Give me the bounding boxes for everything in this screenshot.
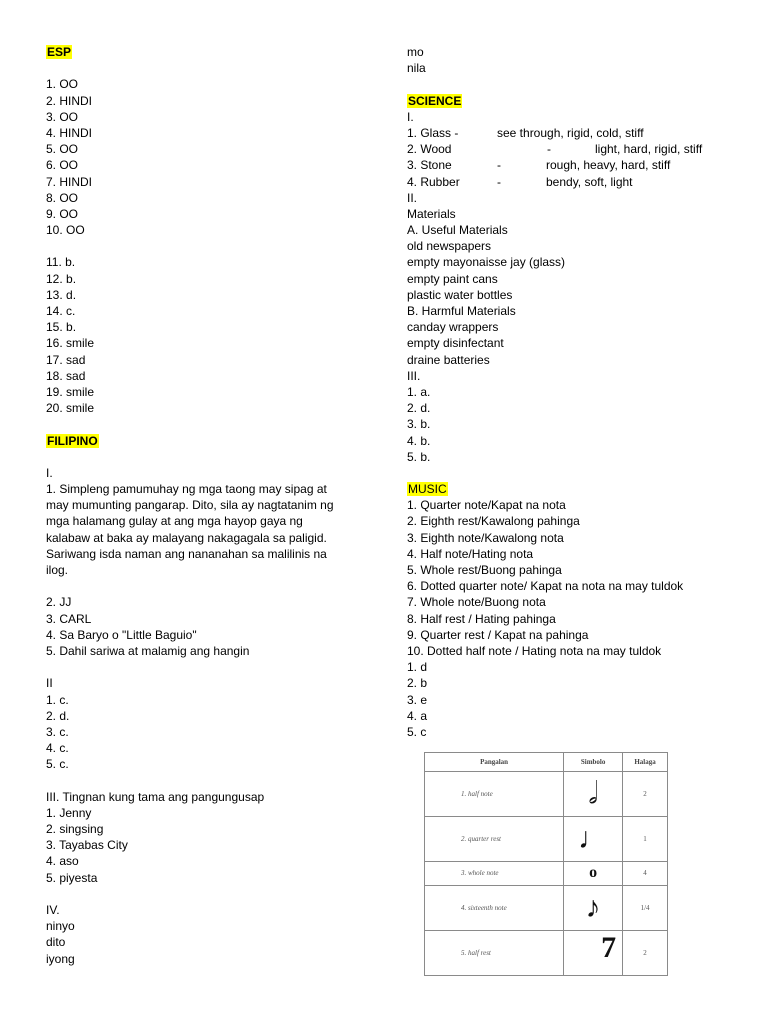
science-row (407, 157, 737, 173)
note-value: 1 (623, 816, 668, 861)
music-notes-table (424, 752, 668, 976)
filipino-sec1-label: I. (46, 465, 53, 480)
esp-part1-list (46, 76, 366, 238)
note-name: 4. sixteenth note (425, 886, 564, 931)
list-item: mo (407, 45, 424, 59)
list-item: B. Harmful Materials (407, 304, 516, 318)
list-item: 19. smile (46, 384, 95, 399)
quarter-note-icon: ♩ (564, 816, 623, 861)
table-header-row (425, 753, 668, 772)
header-simbolo: Simbolo (564, 753, 623, 772)
science-heading: SCIENCE (408, 93, 462, 108)
paragraph-line: Sariwang isda naman ang nananahan sa malilinis na (46, 546, 327, 561)
filipino-sec4-label: IV. (46, 902, 60, 917)
list-item: 2. JJ (46, 595, 72, 610)
list-item: 4. Half note/Hating nota (407, 546, 534, 561)
list-item: 3. b. (407, 417, 431, 432)
list-item: 5. OO (46, 142, 79, 157)
list-item: 5. piyesta (46, 870, 98, 885)
list-item: 1. d (407, 660, 428, 675)
table-row (425, 861, 668, 885)
list-item: empty disinfectant (407, 336, 504, 351)
header-halaga: Halaga (623, 753, 668, 772)
list-item: 6. Dotted quarter note/ Kapat na nota na may tuldok (407, 579, 684, 594)
paragraph-line: kalabaw at baka ay malayang nakagagala sa paligid. (46, 530, 327, 545)
list-item: empty paint cans (407, 271, 498, 286)
science-sec2-label: II. (407, 190, 418, 205)
paragraph-line: ilog. (46, 563, 69, 577)
list-item: 7. HINDI (46, 174, 93, 189)
list-item: Materials (407, 206, 456, 221)
list-item: 4. aso (46, 854, 79, 869)
list-item: 11. b. (46, 255, 76, 270)
list-item: A. Useful Materials (407, 223, 508, 238)
list-item: 20. smile (46, 401, 95, 416)
list-item: 13. d. (46, 287, 77, 302)
list-item: 9. OO (46, 206, 79, 221)
material-name: 3. Stone (407, 158, 452, 173)
list-item: 4. c. (46, 741, 69, 756)
list-item: 5. Whole rest/Buong pahinga (407, 563, 562, 577)
list-item: 18. sad (46, 368, 86, 383)
science-row (407, 125, 737, 141)
table-row (425, 931, 668, 976)
paragraph-line: mga halamang gulay at ang mga hayop gaya ng (46, 514, 303, 529)
table-row (425, 886, 668, 931)
science-sec1-label: I. (407, 109, 414, 124)
list-item: 4. HINDI (46, 125, 93, 140)
list-item: 16. smile (46, 336, 95, 351)
sixteenth-note-icon: ♪ (564, 886, 623, 931)
list-item: 7. Whole note/Buong nota (407, 595, 546, 610)
list-item: 4. Sa Baryo o "Little Baguio" (46, 627, 197, 642)
filipino-sec3-label: III. Tingnan kung tama ang pangungusap (46, 789, 265, 804)
dash: - (547, 142, 551, 157)
list-item: 2. Eighth rest/Kawalong pahinga (407, 514, 580, 529)
list-item: old newspapers (407, 239, 492, 254)
filipino-heading: FILIPINO (47, 433, 98, 448)
material-props: rough, heavy, hard, stiff (546, 158, 671, 173)
music-heading: MUSIC (408, 482, 447, 497)
list-item: 9. Quarter rest / Kapat na pahinga (407, 627, 589, 642)
list-item: 5. c. (46, 757, 69, 772)
note-value: 2 (623, 772, 668, 817)
list-item: 1. a. (407, 384, 431, 399)
list-item: 3. OO (46, 109, 79, 124)
list-item: 2. d. (407, 401, 431, 416)
note-value: 1/4 (623, 886, 668, 931)
list-item: draine batteries (407, 352, 490, 367)
list-item: 12. b. (46, 271, 77, 286)
list-item: 10. Dotted half note / Hating nota na may tuldok (407, 643, 662, 658)
paragraph-line: may mumunting pangarap. Dito, sila ay nagtatanim ng (46, 498, 334, 513)
list-item: 1. Quarter note/Kapat na nota (407, 498, 566, 513)
material-name: 2. Wood (407, 142, 452, 157)
list-item: ninyo (46, 919, 75, 934)
list-item: 10. OO (46, 223, 85, 238)
dash: - (497, 158, 501, 173)
science-row (407, 174, 737, 190)
list-item: canday wrappers (407, 320, 499, 335)
list-item: 1. c. (46, 692, 69, 707)
science-sec3-label: III. (407, 368, 421, 383)
dash: - (497, 174, 501, 189)
list-item: 2. b (407, 676, 428, 691)
list-item: 3. Tayabas City (46, 838, 128, 853)
list-item: 8. Half rest / Hating pahinga (407, 611, 556, 626)
filipino-sec1-paragraph (46, 481, 366, 578)
material-name: 1. Glass - (407, 125, 459, 140)
list-item: 5. c (407, 724, 427, 739)
note-name: 1. half note (425, 772, 564, 817)
material-props: see through, rigid, cold, stiff (497, 125, 644, 140)
list-item: 5. Dahil sariwa at malamig ang hangin (46, 643, 250, 658)
list-item: nila (407, 61, 426, 76)
list-item: 15. b. (46, 320, 77, 335)
list-item: dito (46, 935, 66, 950)
list-item: 3. c. (46, 724, 69, 739)
material-props: bendy, soft, light (546, 174, 633, 189)
list-item: 1. OO (46, 77, 79, 92)
list-item: 2. d. (46, 708, 70, 723)
list-item: empty mayonaisse jay (glass) (407, 255, 566, 270)
right-column (407, 44, 737, 740)
list-item: 3. e (407, 692, 428, 707)
science-row (407, 141, 737, 157)
note-name: 5. half rest (425, 931, 564, 976)
note-name: 2. quarter rest (425, 816, 564, 861)
table-row (425, 772, 668, 817)
table-row (425, 816, 668, 861)
half-note-icon: 𝅗𝅥 (564, 772, 623, 817)
note-name: 3. whole note (425, 861, 564, 885)
half-rest-icon: 7 (564, 931, 623, 976)
list-item: 14. c. (46, 304, 76, 318)
left-column (46, 44, 366, 967)
whole-note-icon: o (564, 861, 623, 885)
list-item: 3. Eighth note/Kawalong nota (407, 530, 564, 545)
list-item: 6. OO (46, 158, 79, 173)
list-item: 17. sad (46, 352, 86, 367)
esp-part2-list (46, 254, 366, 416)
esp-heading: ESP (47, 45, 72, 59)
paragraph-line: 1. Simpleng pamumuhay ng mga taong may sipag at (46, 482, 327, 497)
filipino-sec2-label: II (46, 676, 53, 691)
list-item: plastic water bottles (407, 287, 513, 302)
material-name: 4. Rubber (407, 174, 460, 189)
list-item: 3. CARL (46, 611, 92, 626)
list-item: 4. b. (407, 433, 431, 448)
list-item: 2. HINDI (46, 93, 93, 108)
list-item: iyong (46, 951, 75, 966)
list-item: 1. Jenny (46, 805, 92, 820)
list-item: 4. a (407, 708, 428, 723)
list-item: 5. b. (407, 449, 431, 464)
note-value: 4 (623, 861, 668, 885)
note-value: 2 (623, 931, 668, 976)
list-item: 8. OO (46, 190, 79, 205)
header-pangalan: Pangalan (425, 753, 564, 772)
list-item: 2. singsing (46, 822, 104, 836)
material-props: light, hard, rigid, stiff (595, 142, 703, 157)
